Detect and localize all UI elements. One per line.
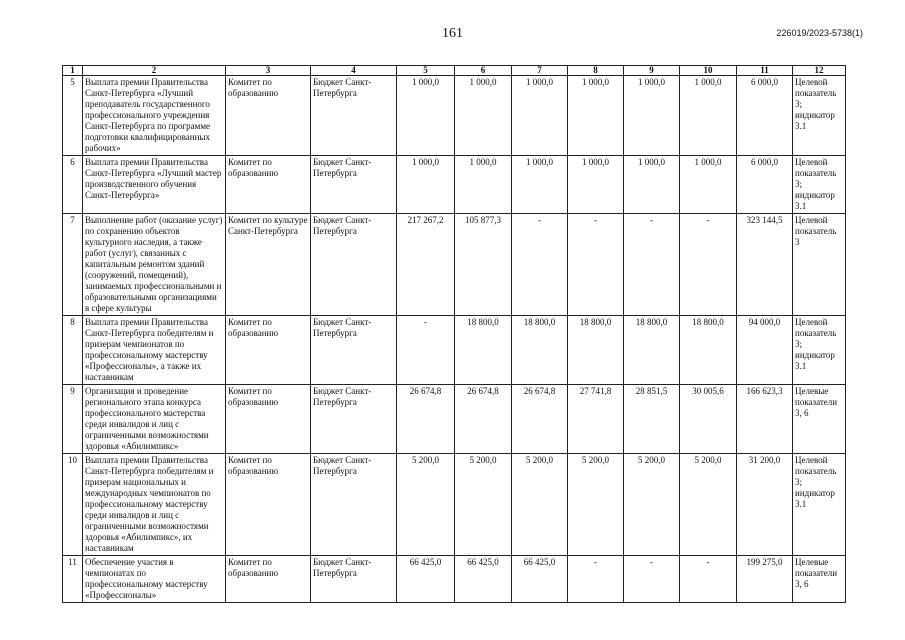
value-col8: 1 000,0 [568,76,624,156]
value-col10: - [680,556,737,603]
row-number: 9 [63,385,83,454]
value-col10: 18 800,0 [680,316,737,385]
value-col6: 1 000,0 [455,76,512,156]
funding-source: Бюджет Санкт-Петербурга [311,385,397,454]
table-row [63,454,846,556]
header-cell: 3 [226,66,311,76]
event-name: Выплата премии Правительства Санкт-Петербурга «Лучший мастер производственного обучения Санкт-Петербурга» [83,156,226,214]
funding-source: Бюджет Санкт-Петербурга [311,76,397,156]
value-col7: 66 425,0 [512,556,568,603]
value-col8: 18 800,0 [568,316,624,385]
header-cell: 11 [737,66,793,76]
funding-source: Бюджет Санкт-Петербурга [311,316,397,385]
indicator: Целевой показатель 3; индикатор 3.1 [793,76,846,156]
value-col10: 30 005,6 [680,385,737,454]
page-number: 161 [442,26,463,41]
table-row [63,76,846,156]
value-col8: 1 000,0 [568,156,624,214]
row-number: 11 [63,556,83,603]
value-col10: - [680,214,737,316]
value-col9: 5 200,0 [624,454,680,556]
header-cell: 8 [568,66,624,76]
value-col6: 105 877,3 [455,214,512,316]
indicator: Целевой показатель 3 [793,214,846,316]
event-name: Выплата премии Правительства Санкт-Петербурга «Лучший преподаватель государственного профессионального учреждения Санкт-Петербурга по программе подготовки квалифицированных рабочих» [83,76,226,156]
value-col7: 1 000,0 [512,76,568,156]
indicator: Целевой показатель 3; индикатор 3.1 [793,316,846,385]
event-name: Выплата премии Правительства Санкт-Петербурга победителям и призерам национальных и международных чемпионатов по профессиональному мастерству среди инвалидов и лиц с ограниченными возможностями здоровья «Абилимпикс», их наставникам [83,454,226,556]
value-col7: 18 800,0 [512,316,568,385]
value-total: 166 623,3 [737,385,793,454]
value-col6: 1 000,0 [455,156,512,214]
value-col8: 27 741,8 [568,385,624,454]
value-col5: - [397,316,455,385]
value-total: 323 144,5 [737,214,793,316]
value-total: 199 275,0 [737,556,793,603]
value-col5: 1 000,0 [397,156,455,214]
value-col6: 18 800,0 [455,316,512,385]
header-cell: 1 [63,66,83,76]
row-number: 6 [63,156,83,214]
value-col10: 5 200,0 [680,454,737,556]
value-col9: - [624,214,680,316]
header-cell: 6 [455,66,512,76]
value-col5: 1 000,0 [397,76,455,156]
indicator: Целевой показатель 3; индикатор 3.1 [793,156,846,214]
value-col8: - [568,556,624,603]
event-name: Организация и проведение регионального этапа конкурса профессионального мастерства среди инвалидов и лиц с ограниченными возможностями здоровья «Абилимпикс» [83,385,226,454]
indicator: Целевые показатели 3, 6 [793,556,846,603]
funding-source: Бюджет Санкт-Петербурга [311,156,397,214]
value-col5: 66 425,0 [397,556,455,603]
value-col6: 66 425,0 [455,556,512,603]
header-cell: 2 [83,66,226,76]
table-row [63,214,846,316]
row-number: 5 [63,76,83,156]
executor: Комитет по образованию [226,556,311,603]
indicator: Целевой показатель 3; индикатор 3.1 [793,454,846,556]
executor: Комитет по образованию [226,76,311,156]
header-cell: 7 [512,66,568,76]
header-cell: 12 [793,66,846,76]
table-row [63,556,846,603]
row-number: 8 [63,316,83,385]
value-col9: - [624,556,680,603]
funding-source: Бюджет Санкт-Петербурга [311,556,397,603]
value-total: 6 000,0 [737,156,793,214]
table-row [63,156,846,214]
value-col7: 26 674,8 [512,385,568,454]
value-col10: 1 000,0 [680,76,737,156]
table-row [63,316,846,385]
header-cell: 9 [624,66,680,76]
table-row [63,385,846,454]
executor: Комитет по образованию [226,385,311,454]
indicator: Целевые показатели 3, 6 [793,385,846,454]
event-name: Обеспечение участия в чемпионатах по профессиональному мастерству «Профессионалы» [83,556,226,603]
event-name: Выплата премии Правительства Санкт-Петербурга победителям и призерам чемпионатов по профессиональному мастерству «Профессионалы», а также их наставникам [83,316,226,385]
value-col10: 1 000,0 [680,156,737,214]
funding-source: Бюджет Санкт-Петербурга [311,214,397,316]
value-col5: 217 267,2 [397,214,455,316]
event-name: Выполнение работ (оказание услуг) по сохранению объектов культурного наследия, а также работ (услуг), связанных с капитальным ремонтом зданий (сооружений, помещений), занимаемых профессиональными и образовательными организациями в сфере культуры [83,214,226,316]
value-col7: 5 200,0 [512,454,568,556]
header-cell: 4 [311,66,397,76]
value-col5: 5 200,0 [397,454,455,556]
value-total: 31 200,0 [737,454,793,556]
value-col8: - [568,214,624,316]
header-row [63,66,846,76]
header-cell: 10 [680,66,737,76]
value-total: 94 000,0 [737,316,793,385]
value-col9: 18 800,0 [624,316,680,385]
value-col9: 1 000,0 [624,76,680,156]
executor: Комитет по образованию [226,156,311,214]
header-cell: 5 [397,66,455,76]
program-table [62,65,846,603]
value-total: 6 000,0 [737,76,793,156]
value-col7: - [512,214,568,316]
document-id: 226019/2023-5738(1) [776,28,863,38]
executor: Комитет по образованию [226,454,311,556]
funding-source: Бюджет Санкт-Петербурга [311,454,397,556]
value-col9: 1 000,0 [624,156,680,214]
executor: Комитет по образованию [226,316,311,385]
value-col9: 28 851,5 [624,385,680,454]
row-number: 10 [63,454,83,556]
value-col7: 1 000,0 [512,156,568,214]
value-col6: 5 200,0 [455,454,512,556]
value-col8: 5 200,0 [568,454,624,556]
executor: Комитет по культуре Санкт-Петербурга [226,214,311,316]
value-col6: 26 674,8 [455,385,512,454]
row-number: 7 [63,214,83,316]
value-col5: 26 674,8 [397,385,455,454]
